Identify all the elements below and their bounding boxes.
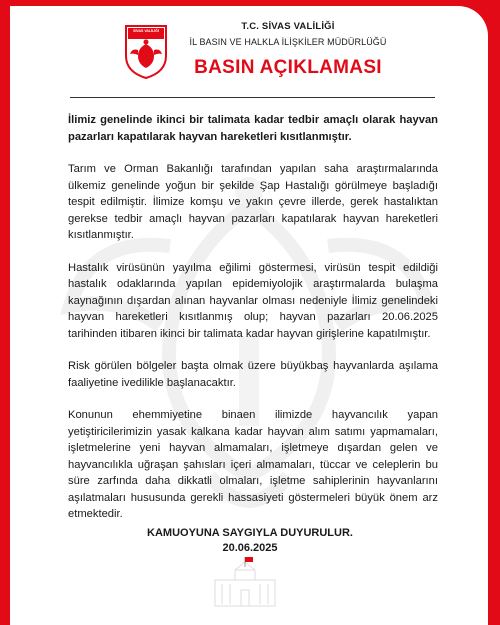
logo-text: SİVAS VALİLİĞİ [133, 29, 159, 33]
red-frame-left [0, 0, 10, 625]
directorate-name: İL BASIN VE HALKLA İLİŞKİLER MÜDÜRLÜĞÜ [189, 37, 387, 47]
paragraph-4: Konunun ehemmiyetine binaen ilimizde hayvancılık yapan yetiştiricilerimizin yasak kalkana kadar hayvan alım satımı yapmamaları, işletmelerine yeni hayvan almamaları, işletmeye dışardan gelen ve hayvancılıkla uğraşan şahısları içeri almamaları, tüccar ve celeplerin bu süre zarfında daha dikkatli olmaları, işletme sahiplerinin hayvanlarını aşılatmaları hususunda gerekli hassasiyeti göstermeleri büyük önem arz etmektedir. [68, 409, 438, 520]
flag-icon [243, 556, 255, 568]
governorship-name: T.C. SİVAS VALİLİĞİ [241, 21, 335, 32]
press-release-body [68, 112, 438, 539]
red-frame-right [488, 0, 500, 625]
header-divider [70, 97, 435, 98]
page-title: BASIN AÇIKLAMASI [194, 57, 382, 78]
paragraph-2: Hastalık virüsünün yayılma eğilimi göstermesi, virüsün tespit edildiği hastalık odaklarında yapılan epidemiyolojik araştırmalarda bulaşma kaynağının dışardan alınan hayvanlar olması nedeniyle İlimiz genelindeki hayvan hareketleri kısıtlanmış olup; hayvan pazarları 20.06.2025 tarihinden itibaren ikinci bir talimata kadar hayvan girişlerine kapatılmıştır. [68, 261, 438, 340]
closing-statement: KAMUOYUNA SAYGIYLA DUYURULUR. [147, 527, 353, 539]
paragraph-3: Risk görülen bölgeler başta olmak üzere büyükbaş hayvanlarda aşılama faaliyetine ivedilikle başlanacaktır. [68, 360, 438, 389]
closing-block [100, 526, 400, 556]
release-date: 20.06.2025 [222, 542, 278, 554]
paragraph-1: Tarım ve Orman Bakanlığı tarafından yapılan saha araştırmalarında ülkemiz genelinde yoğun bir şekilde Şap Hastalığı görülmeye başladığı tespit edilmiştir. İlimize komşu ve yakın çevre illerde, gerek hastalıktan gerekse tedbir amaçlı hayvan pazarları kapatılarak hayvan hareketleri kısıtlanmıştır. [68, 163, 438, 241]
lead-paragraph: İlimiz genelinde ikinci bir talimata kadar tedbir amaçlı olarak hayvan pazarları kapatılarak hayvan hareketleri kısıtlanmıştır. [68, 114, 438, 143]
